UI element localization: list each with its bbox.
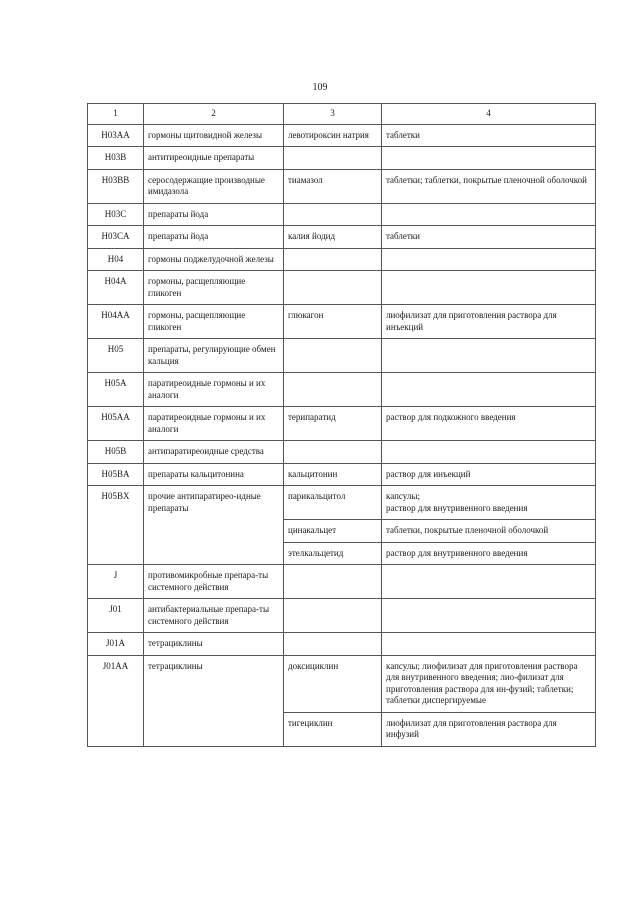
substance-name: кальцитонин (284, 463, 382, 486)
group-name: гормоны поджелудочной железы (144, 248, 284, 271)
table-row (88, 305, 596, 339)
header-cell: 1 (88, 104, 144, 125)
table-row (88, 565, 596, 599)
page-number: 109 (312, 82, 328, 93)
dosage-form (382, 271, 596, 305)
group-name: антитиреоидные препараты (144, 147, 284, 170)
substance-name (284, 271, 382, 305)
atc-code: J01A (88, 633, 144, 656)
header-cell: 2 (144, 104, 284, 125)
atc-code: H03AA (88, 124, 144, 147)
table-row (88, 655, 596, 712)
atc-code: H03CA (88, 226, 144, 249)
dosage-form: лиофилизат для приготовления раствора для инфузий (382, 712, 596, 746)
atc-code: H04AA (88, 305, 144, 339)
substance-name (284, 441, 382, 464)
substance-name: калия йодид (284, 226, 382, 249)
atc-code: H04A (88, 271, 144, 305)
dosage-form: раствор для подкожного введения (382, 407, 596, 441)
group-name: антипаратиреоидные средства (144, 441, 284, 464)
table-row (88, 373, 596, 407)
dosage-form (382, 203, 596, 226)
substance-name: цинакальцет (284, 520, 382, 543)
dosage-form-line: капсулы; (386, 491, 420, 501)
group-name: препараты йода (144, 203, 284, 226)
group-name: прочие антипаратирео-идные препараты (144, 486, 284, 565)
substance-name: парикальцитол (284, 486, 382, 520)
substance-name (284, 339, 382, 373)
dosage-form: таблетки (382, 124, 596, 147)
atc-code: J (88, 565, 144, 599)
table-row (88, 441, 596, 464)
group-name: гормоны, расщепляющие гликоген (144, 271, 284, 305)
substance-name (284, 565, 382, 599)
dosage-form (382, 373, 596, 407)
substance-name: тиамазол (284, 169, 382, 203)
drug-table (87, 103, 596, 747)
group-name: паратиреоидные гормоны и их аналоги (144, 373, 284, 407)
atc-code: H05 (88, 339, 144, 373)
table-row (88, 271, 596, 305)
atc-code: H05BA (88, 463, 144, 486)
substance-name (284, 147, 382, 170)
group-name: препараты кальцитонина (144, 463, 284, 486)
group-name: гормоны, расщепляющие гликоген (144, 305, 284, 339)
table-row (88, 407, 596, 441)
atc-code: H03BB (88, 169, 144, 203)
substance-name (284, 373, 382, 407)
group-name: препараты йода (144, 226, 284, 249)
table-row (88, 633, 596, 656)
group-name: гормоны щитовидной железы (144, 124, 284, 147)
dosage-form (382, 599, 596, 633)
group-name: серосодержащие производные имидазола (144, 169, 284, 203)
substance-name (284, 203, 382, 226)
dosage-form: раствор для внутривенного введения (382, 542, 596, 565)
substance-name: глюкагон (284, 305, 382, 339)
table-row (88, 124, 596, 147)
table-row (88, 226, 596, 249)
substance-name (284, 633, 382, 656)
atc-code: J01 (88, 599, 144, 633)
dosage-form (382, 147, 596, 170)
atc-code: H05A (88, 373, 144, 407)
atc-code: H03C (88, 203, 144, 226)
atc-code: H04 (88, 248, 144, 271)
substance-name: доксициклин (284, 655, 382, 712)
header-cell: 3 (284, 104, 382, 125)
table-row (88, 486, 596, 520)
dosage-form (382, 486, 596, 520)
atc-code: H03B (88, 147, 144, 170)
dosage-form: таблетки, покрытые пленочной оболочкой (382, 520, 596, 543)
group-name: тетрациклины (144, 633, 284, 656)
table-row (88, 339, 596, 373)
table-header-row (88, 104, 596, 125)
atc-code: H05B (88, 441, 144, 464)
header-cell: 4 (382, 104, 596, 125)
group-name: паратиреоидные гормоны и их аналоги (144, 407, 284, 441)
substance-name: тигециклин (284, 712, 382, 746)
table-row (88, 248, 596, 271)
dosage-form: раствор для инъекций (382, 463, 596, 486)
substance-name: этелкальцетид (284, 542, 382, 565)
dosage-form-line: раствор для внутривенного введения (386, 502, 528, 513)
substance-name: терипаратид (284, 407, 382, 441)
group-name: антибактериальные препара-ты системного действия (144, 599, 284, 633)
table-row (88, 463, 596, 486)
dosage-form: лиофилизат для приготовления раствора для инъекций (382, 305, 596, 339)
table-row (88, 147, 596, 170)
dosage-form: таблетки (382, 226, 596, 249)
group-name: препараты, регулирующие обмен кальция (144, 339, 284, 373)
atc-code: H05AA (88, 407, 144, 441)
substance-name: левотироксин натрия (284, 124, 382, 147)
dosage-form: таблетки; таблетки, покрытые пленочной оболочкой (382, 169, 596, 203)
substance-name (284, 599, 382, 633)
dosage-form: капсулы; лиофилизат для приготовления раствора для внутривенного введения; лио-филизат для приготовления раствора для ин-фузий; таблетки; таблетки диспергируемые (382, 655, 596, 712)
dosage-form (382, 633, 596, 656)
dosage-form (382, 339, 596, 373)
dosage-form (382, 441, 596, 464)
table-row (88, 599, 596, 633)
substance-name (284, 248, 382, 271)
dosage-form (382, 565, 596, 599)
table-row (88, 203, 596, 226)
dosage-form (382, 248, 596, 271)
atc-code: H05BX (88, 486, 144, 565)
table-row (88, 169, 596, 203)
group-name: тетрациклины (144, 655, 284, 746)
atc-code: J01AA (88, 655, 144, 746)
group-name: противомикробные препара-ты системного действия (144, 565, 284, 599)
